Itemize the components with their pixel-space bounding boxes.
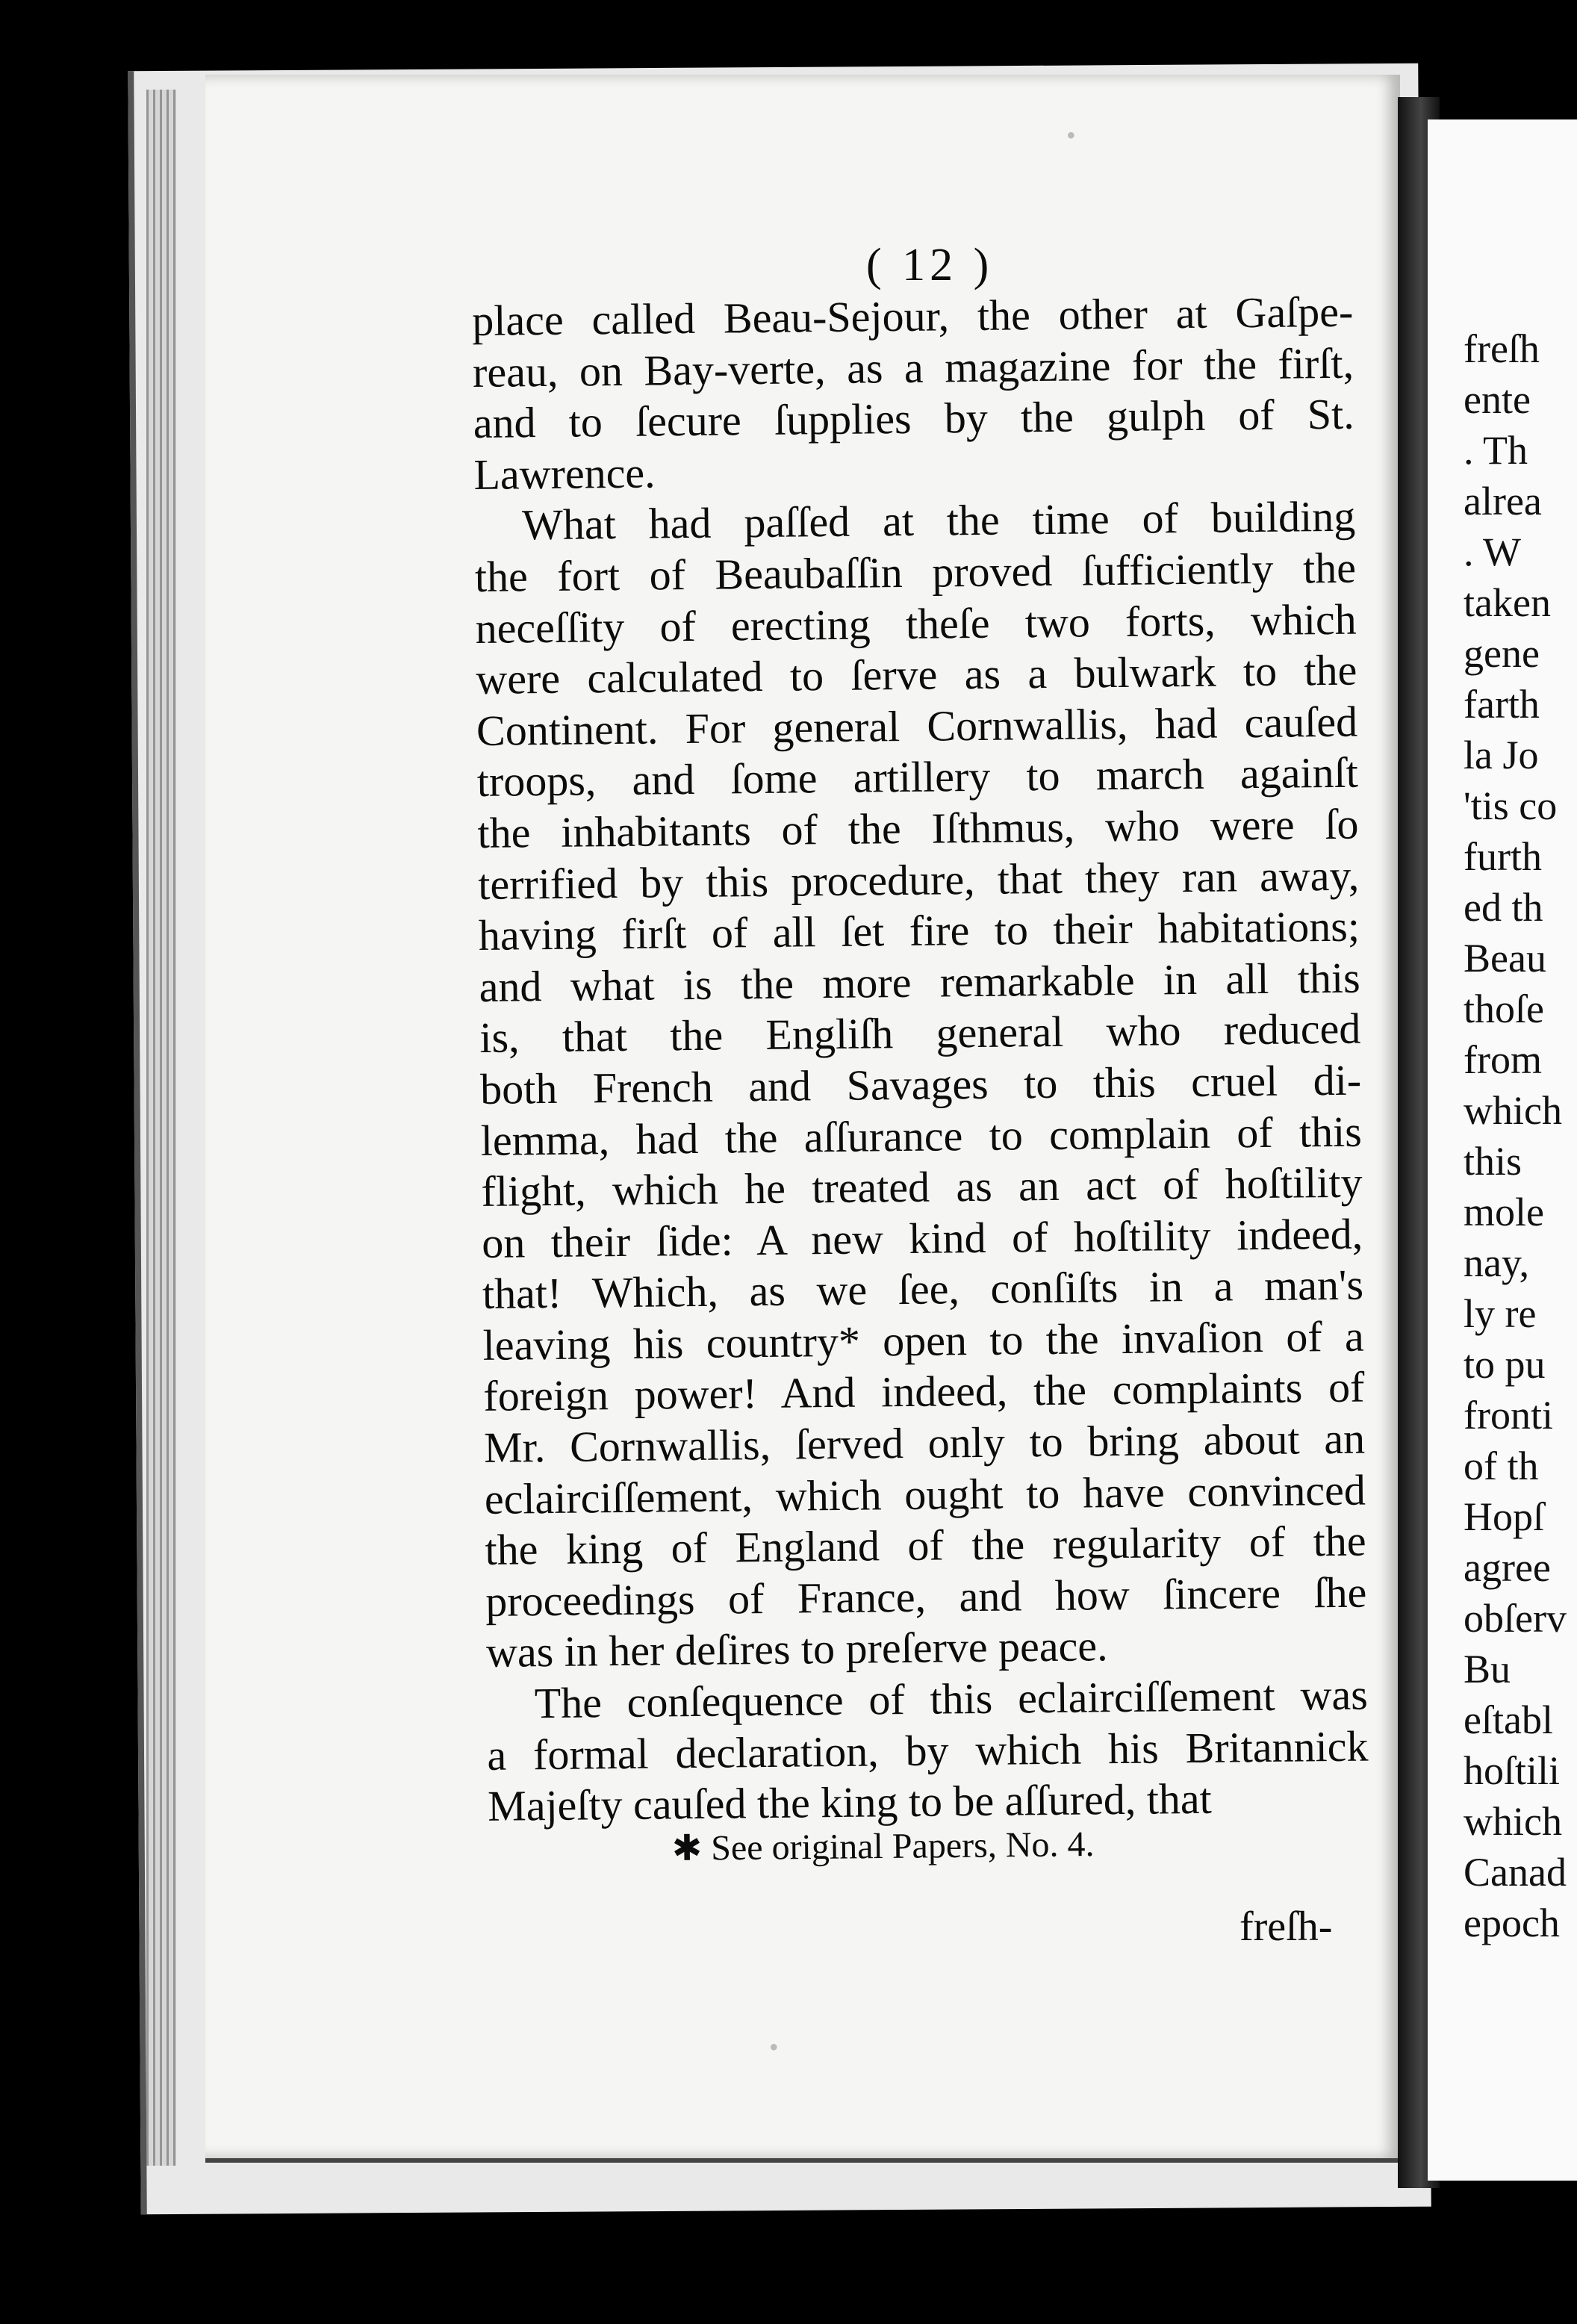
body-text — [472, 287, 1369, 1833]
text-line: the fort of Beaubaſſin proved ſufficiently the — [474, 543, 1357, 601]
text-line: both French and Savages to this cruel di- — [479, 1055, 1362, 1113]
facing-line-fragment: gene — [1464, 631, 1540, 676]
facing-line-fragment: . Th — [1464, 428, 1528, 473]
facing-line-fragment: nay, — [1464, 1240, 1529, 1285]
facing-line-fragment: Hopſ — [1464, 1494, 1544, 1539]
text-line: Lawrence. — [473, 448, 656, 499]
facing-line-fragment: ly re — [1464, 1291, 1537, 1336]
page-edges — [146, 90, 176, 2166]
facing-line-fragment: epoch — [1464, 1901, 1560, 1945]
text-line: is, that the Engliſh general who reduced — [479, 1004, 1361, 1063]
text-line: place called Beau-Sejour, the other at Gaſpe- — [472, 287, 1354, 345]
text-line: a formal declaration, by which his Britannick — [487, 1721, 1369, 1780]
text-line: lemma, had the aſſurance to complain of this — [480, 1107, 1363, 1165]
text-line: and to ſecure ſupplies by the gulph of St. — [473, 389, 1355, 448]
facing-line-fragment: la Jo — [1464, 733, 1539, 777]
text-line: What had paſſed at the time of building — [521, 492, 1356, 550]
facing-line-fragment: ed th — [1464, 885, 1543, 930]
facing-line-fragment: taken — [1464, 580, 1551, 625]
facing-line-fragment: . W — [1464, 529, 1521, 574]
facing-line-fragment: from — [1464, 1037, 1542, 1082]
facing-line-fragment: Bu — [1464, 1647, 1511, 1691]
facing-line-fragment: ente — [1464, 377, 1531, 422]
text-line: reau, on Bay-verte, as a magazine for the firſt, — [472, 338, 1354, 397]
text-line: proceedings of France, and how ſincere ſhe — [485, 1568, 1367, 1626]
catchword: freſh- — [1239, 1904, 1333, 1950]
text-line: the king of England of the regularity of the — [485, 1516, 1366, 1575]
text-line: were calculated to ſerve as a bulwark to the — [476, 645, 1357, 704]
facing-line-fragment: Canad — [1464, 1850, 1567, 1895]
facing-line-fragment: Beau — [1464, 936, 1546, 981]
facing-line-fragment: agree — [1464, 1545, 1551, 1590]
facing-line-fragment: 'tis co — [1464, 783, 1558, 828]
facing-line-fragment: which — [1464, 1799, 1562, 1844]
ink-speck: • — [1066, 120, 1076, 150]
text-line: having firſt of all ſet fire to their habitations; — [478, 901, 1360, 960]
text-line: eclairciſſement, which ought to have convinced — [484, 1465, 1366, 1523]
facing-line-fragment: of th — [1464, 1444, 1539, 1488]
facing-line-fragment: furth — [1464, 834, 1542, 879]
text-line: that! Which, as we ſee, conſiſts in a man's — [482, 1260, 1364, 1319]
page-number-heading: ( 12 ) — [866, 240, 994, 290]
facing-line-fragment: which — [1464, 1088, 1562, 1133]
text-line: neceſſity of erecting theſe two forts, which — [475, 594, 1357, 653]
text-line: terrified by this procedure, that they ran away, — [477, 851, 1360, 909]
text-line: Majeſty cauſed the king to be aſſured, that — [487, 1774, 1213, 1831]
text-line: Mr. Cornwallis, ſerved only to bring about an — [483, 1414, 1366, 1472]
facing-page — [1428, 119, 1577, 2181]
facing-line-fragment: mole — [1464, 1190, 1544, 1234]
ink-speck: • — [769, 2032, 779, 2062]
facing-line-fragment: alrea — [1464, 479, 1542, 523]
text-line: and what is the more remarkable in all this — [479, 953, 1360, 1011]
text-line: was in her deſires to preſerve peace. — [485, 1621, 1108, 1677]
text-line: foreign power! And indeed, the complaints of — [483, 1363, 1365, 1421]
facing-line-fragment: freſh — [1464, 326, 1540, 371]
text-line: troops, and ſome artillery to march againſt — [476, 748, 1359, 807]
text-line: the inhabitants of the Iſthmus, who were ſo — [477, 799, 1359, 857]
facing-line-fragment: hoſtili — [1464, 1748, 1561, 1793]
text-line: The conſequence of this eclairciſſement was — [534, 1670, 1369, 1728]
facing-line-fragment: farth — [1464, 682, 1540, 727]
facing-line-fragment: this — [1464, 1139, 1522, 1184]
text-line: leaving his country* open to the invaſion of a — [482, 1311, 1364, 1370]
facing-line-fragment: eſtabl — [1464, 1697, 1553, 1742]
text-line: on their ſide: A new kind of hoſtility indeed, — [481, 1209, 1363, 1267]
facing-line-fragment: obſerv — [1464, 1596, 1567, 1641]
text-line: Continent. For general Cornwallis, had cauſed — [476, 697, 1358, 755]
footnote: ✱ See original Papers, No. 4. — [671, 1824, 1095, 1868]
facing-line-fragment: to pu — [1464, 1342, 1546, 1387]
text-line: flight, which he treated as an act of hoſtility — [481, 1158, 1363, 1217]
facing-line-fragment: fronti — [1464, 1393, 1553, 1438]
facing-line-fragment: thoſe — [1464, 987, 1544, 1031]
